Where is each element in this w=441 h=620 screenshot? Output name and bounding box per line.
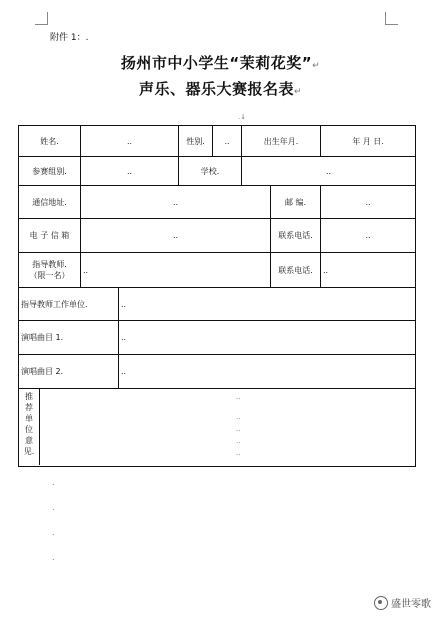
watermark-text: 盛世零歌 — [391, 599, 431, 610]
recommendation-cell — [19, 389, 416, 467]
phone-field[interactable]: .. — [321, 219, 416, 253]
table-row — [19, 126, 416, 157]
crop-mark-top-right — [385, 12, 398, 25]
email-field[interactable]: .. — [81, 219, 271, 253]
form-title-line1 — [0, 52, 441, 73]
birth-field[interactable]: 年 月 日. — [321, 126, 416, 157]
table-row — [19, 219, 416, 253]
gender-label: 性别. — [179, 126, 213, 157]
return-mark: ↵ — [293, 87, 303, 97]
teacher-label-line2: （限一名） — [29, 271, 70, 280]
group-field[interactable]: .. — [81, 157, 179, 186]
title-line1-text: 扬州市中小学生“茉莉花奖” — [120, 54, 313, 72]
paragraph-mark: . — [52, 478, 55, 487]
table-row — [19, 389, 416, 467]
postcode-field[interactable]: .. — [321, 186, 416, 219]
crop-mark-top-left — [35, 12, 48, 25]
group-label: 参赛组别. — [19, 157, 81, 186]
school-label: 学校. — [179, 157, 242, 186]
paragraph-mark: . — [52, 503, 55, 512]
teacher-phone-label: 联系电话. — [271, 253, 321, 288]
postcode-label: 邮 编. — [271, 186, 321, 219]
paragraph-mark: . — [52, 528, 55, 537]
teacher-field[interactable]: .. — [81, 253, 271, 288]
table-row — [19, 288, 416, 321]
table-row — [19, 355, 416, 389]
attachment-label: 附件 1：. — [50, 33, 89, 43]
registration-form-table — [18, 125, 416, 467]
paragraph-mark: .↓ — [238, 113, 247, 121]
song2-field[interactable]: .. — [119, 355, 416, 389]
school-field[interactable]: .. — [242, 157, 416, 186]
email-label: 电 子 信 箱 — [19, 219, 81, 253]
recommendation-field[interactable]: .. .. .. .. .. — [236, 393, 241, 457]
table-row — [19, 321, 416, 355]
song1-label: 演唱曲目 1. — [19, 321, 119, 355]
song1-field[interactable]: .. — [119, 321, 416, 355]
gender-field[interactable]: .. — [213, 126, 242, 157]
birth-label: 出生年月. — [242, 126, 321, 157]
recommendation-label: 推 荐 单 位 意 见. — [19, 389, 40, 465]
table-row — [19, 157, 416, 186]
teacher-unit-label: 指导教师工作单位. — [19, 288, 119, 321]
address-field[interactable]: .. — [81, 186, 271, 219]
teacher-unit-field[interactable]: .. — [119, 288, 416, 321]
phone-label: 联系电话. — [271, 219, 321, 253]
teacher-phone-field[interactable]: .. — [321, 253, 416, 288]
table-row — [19, 186, 416, 219]
paragraph-mark: . — [52, 553, 55, 562]
teacher-label — [19, 253, 81, 288]
return-mark: ↵ — [312, 61, 321, 71]
name-field[interactable]: .. — [81, 126, 179, 157]
name-label: 姓名. — [19, 126, 81, 157]
form-title-line2 — [0, 78, 441, 99]
address-label: 通信地址. — [19, 186, 81, 219]
title-line2-text: 声乐、器乐大赛报名表 — [138, 80, 294, 98]
teacher-label-line1: 指导教师. — [32, 260, 67, 269]
watermark — [374, 595, 431, 610]
song2-label: 演唱曲目 2. — [19, 355, 119, 389]
wechat-icon — [374, 596, 388, 610]
table-row — [19, 253, 416, 288]
